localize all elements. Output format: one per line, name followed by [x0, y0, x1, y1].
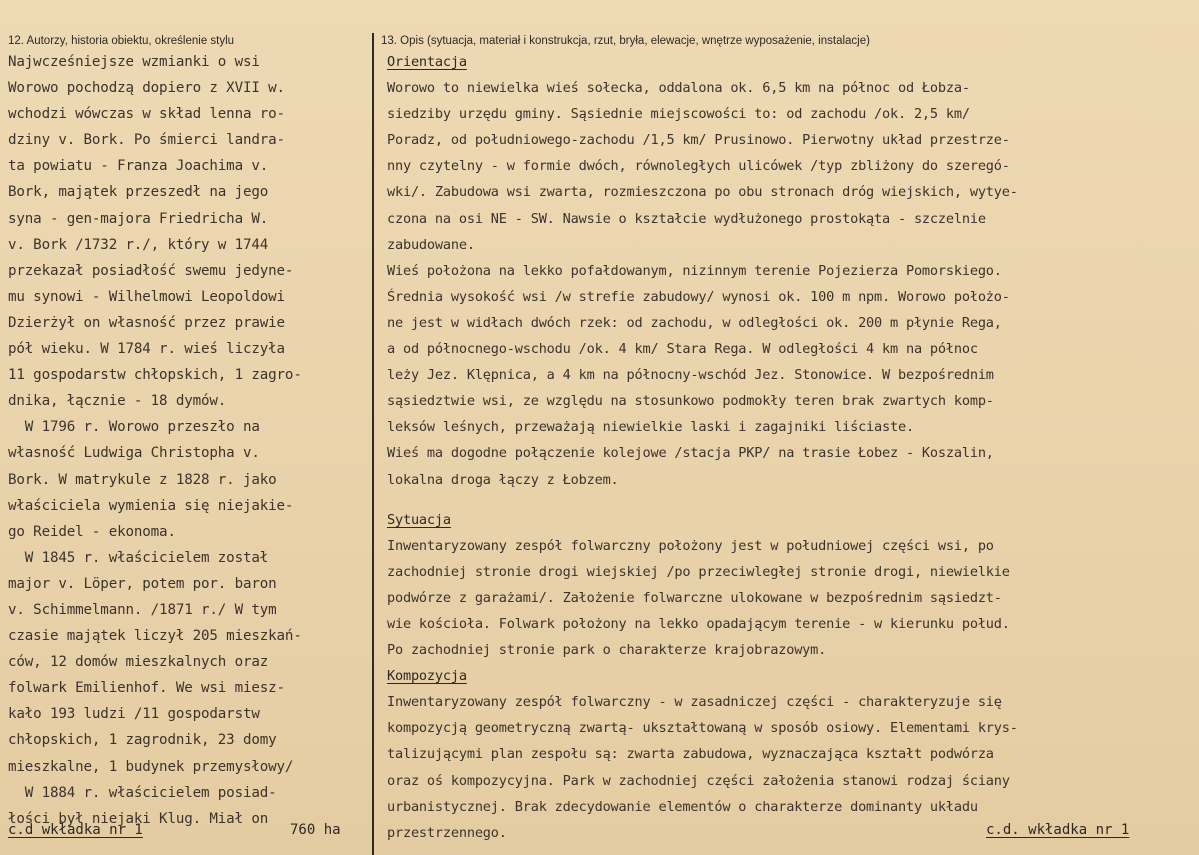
text-line: łości był niejaki Klug. Miał on [8, 810, 269, 827]
text-line: go Reidel - ekonoma. [8, 523, 176, 540]
text-line: Worowo to niewielka wieś sołecka, oddalona ok. 6,5 km na północ od Łobza- [387, 80, 970, 97]
text-line: Inwentaryzowany zespół folwarczny położony jest w południowej części wsi, po [387, 537, 994, 554]
text-line: Po zachodniej stronie park o charakterze krajobrazowym. [387, 642, 827, 659]
text-line: dziny v. Bork. Po śmierci landra- [8, 132, 285, 149]
text-line: kompozycją geometryczną zwartą- ukształtowaną w sposób osiowy. Elementami krys- [387, 720, 1018, 737]
text-line: wki/. Zabudowa wsi zwarta, rozmieszczona po obu stronach dróg wiejskich, wytye- [387, 184, 1018, 201]
text-line: podwórze z garażami/. Założenie folwarczne ulokowane w bezpośrednim sąsiedzt- [387, 589, 1002, 606]
text-line: leży Jez. Klępnica, a 4 km na północny-wschód Jez. Stonowice. W bezpośrednim [387, 367, 994, 384]
text-line: a od północnego-wschodu /ok. 4 km/ Stara Rega. W odległości 4 km na północ [387, 341, 978, 358]
text-line: siedziby urzędu gminy. Sąsiednie miejscowości to: od zachodu /ok. 2,5 km/ [387, 106, 970, 123]
text-line: Bork. W matrykule z 1828 r. jako [8, 471, 277, 488]
text-line: wie kościoła. Folwark położony na lekko opadającym terenie - w kierunku połud. [387, 615, 1010, 632]
text-line: czona na osi NE - SW. Nawsie o kształcie wydłużonego prostokąta - szczelnie [387, 210, 986, 227]
text-line: mieszkalne, 1 budynek przemysłowy/ [8, 758, 294, 775]
text-line: Poradz, od południowego-zachodu /1,5 km/ Prusinowo. Pierwotny układ przestrze- [387, 132, 1010, 149]
section-13-header: 13. Opis (sytuacja, materiał i konstrukcja, rzut, bryła, elewacje, wnętrze wyposażenie, instalacje) [381, 35, 870, 47]
text-line: major v. Löper, potem por. baron [8, 575, 277, 592]
text-line: mu synowi - Wilhelmowi Leopoldowi [8, 288, 285, 305]
text-line: ców, 12 domów mieszkalnych oraz [8, 654, 269, 671]
text-line: Bork, majątek przeszedł na jego [8, 184, 269, 201]
heading-orientacja: Orientacja [387, 54, 467, 70]
text-line: Najwcześniejsze wzmianki o wsi [8, 54, 260, 70]
text-line: Inwentaryzowany zespół folwarczny - w zasadniczej części - charakteryzuje się [387, 694, 1002, 711]
text-line: Worowo pochodzą dopiero z XVII w. [8, 80, 285, 97]
text-line: chłopskich, 1 zagrodnik, 23 domy [8, 732, 277, 749]
text-line: ne jest w widłach dwóch rzek: od zachodu, w odległości ok. 200 m płynie Rega, [387, 314, 1002, 331]
text-line: urbanistycznej. Brak zdecydowanie elementów o charakterze dominanty układu [387, 798, 978, 815]
area-value: 760 ha [290, 822, 341, 838]
text-line: sąsiedztwie wsi, ze względu na stosunkowo podmokły teren brak zwartych komp- [387, 393, 994, 410]
text-line: W 1796 r. Worowo przeszło na [8, 419, 260, 436]
text-line: Dzierżył on własność przez prawie [8, 314, 285, 331]
heading-kompozycja: Kompozycja [387, 668, 467, 685]
sytuacja-text [387, 533, 1195, 663]
text-line: W 1884 r. właścicielem posiad- [8, 784, 277, 801]
text-line: Wieś położona na lekko pofałdowanym, nizinnym terenie Pojezierza Pomorskiego. [387, 262, 1002, 279]
text-line: leksów leśnych, przeważają niewielkie laski i zagajniki liściaste. [387, 419, 914, 436]
text-line: oraz oś kompozycyjna. Park w zachodniej części założenia stanowi rodzaj ściany [387, 772, 1010, 789]
text-line: właściciela wymienia się niejakie- [8, 497, 294, 514]
text-line: 11 gospodarstw chłopskich, 1 zagro- [8, 367, 302, 384]
text-line: ta powiatu - Franza Joachima v. [8, 158, 269, 175]
left-continuation-note: c.d wkładka nr 1 [8, 822, 143, 838]
column-divider [372, 33, 374, 855]
text-line: v. Bork /1732 r./, który w 1744 [8, 236, 269, 253]
history-column [8, 49, 370, 832]
spacer [387, 493, 1195, 507]
text-line: czasie majątek liczył 205 mieszkań- [8, 628, 302, 645]
text-line: przekazał posiadłość swemu jedyne- [8, 262, 294, 279]
text-line: Wieś ma dogodne połączenie kolejowe /stacja PKP/ na trasie Łobez - Koszalin, [387, 445, 994, 462]
text-line: talizującymi plan zespołu są: zwarta zabudowa, wyznaczająca kształt podwórza [387, 746, 994, 763]
text-line: W 1845 r. właścicielem został [8, 549, 269, 566]
text-line: folwark Emilienhof. We wsi miesz- [8, 680, 285, 697]
text-line: nny czytelny - w formie dwóch, równoległych ulicówek /typ zbliżony do szeregó- [387, 158, 1010, 175]
text-line: Średnia wysokość wsi /w strefie zabudowy/ wynosi ok. 100 m npm. Worowo położo- [387, 288, 1010, 305]
text-line: zabudowane. [387, 236, 475, 253]
heading-sytuacja: Sytuacja [387, 511, 451, 528]
text-line: lokalna droga łączy z Łobzem. [387, 471, 619, 488]
orientacja-text [387, 75, 1195, 493]
text-line: przestrzennego. [387, 824, 507, 841]
right-continuation-note: c.d. wkładka nr 1 [986, 822, 1130, 838]
text-line: pół wieku. W 1784 r. wieś liczyła [8, 341, 285, 358]
text-line: syna - gen-majora Friedricha W. [8, 210, 269, 227]
text-line: v. Schimmelmann. /1871 r./ W tym [8, 601, 277, 618]
text-line: zachodniej stronie drogi wiejskiej /po przeciwległej stronie drogi, niewielkie [387, 563, 1010, 580]
text-line: wchodzi wówczas w skład lenna ro- [8, 106, 285, 123]
text-line: własność Ludwiga Christopha v. [8, 445, 260, 462]
description-column [387, 49, 1195, 846]
text-line: dnika, łącznie - 18 dymów. [8, 393, 227, 410]
section-12-header: 12. Autorzy, historia obiektu, określenie stylu [8, 35, 235, 47]
text-line: kało 193 ludzi /11 gospodarstw [8, 706, 260, 723]
